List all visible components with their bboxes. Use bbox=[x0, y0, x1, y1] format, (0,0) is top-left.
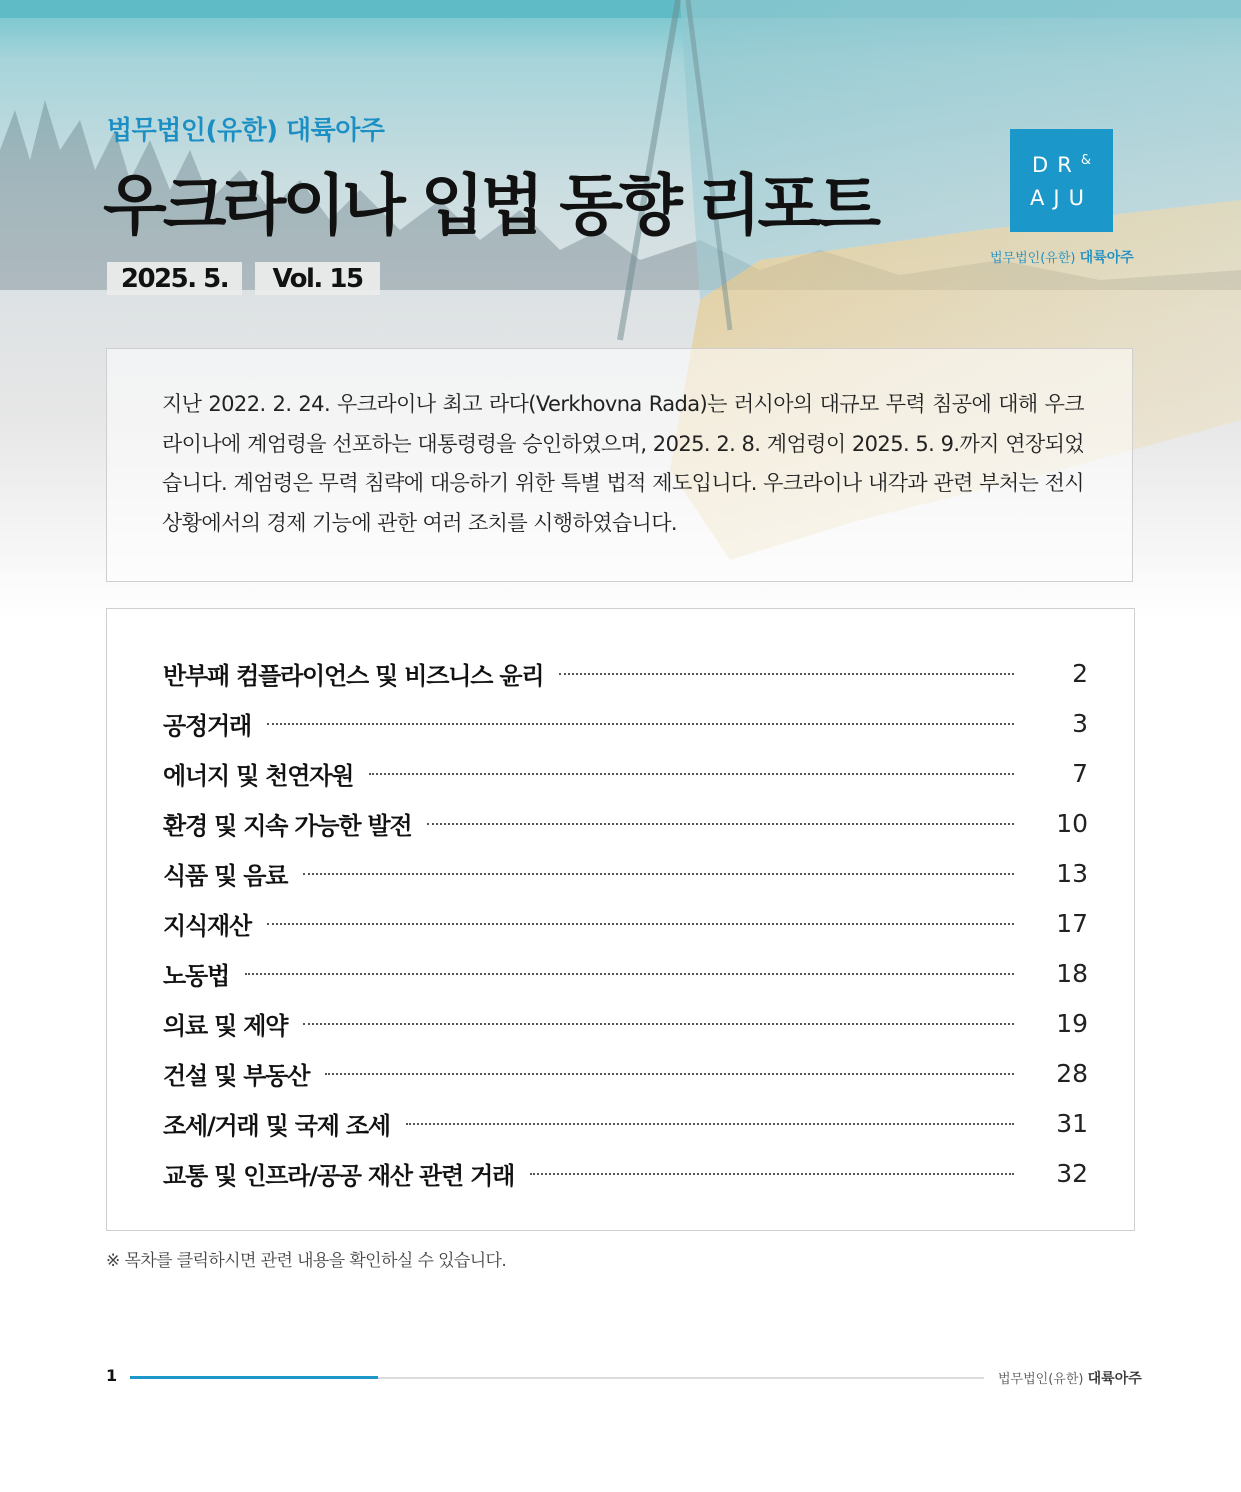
logo-caption-name: 대륙아주 bbox=[1079, 250, 1134, 266]
toc-item-page: 17 bbox=[1056, 908, 1088, 938]
issue-date: 2025. 5. bbox=[107, 262, 242, 295]
toc-item[interactable] bbox=[163, 656, 1088, 690]
toc-item[interactable] bbox=[163, 1106, 1088, 1140]
firm-logo bbox=[1010, 129, 1113, 232]
toc-item-label: 조세/거래 및 국제 조세 bbox=[163, 1111, 390, 1140]
toc-item-page: 2 bbox=[1072, 658, 1088, 688]
toc-item[interactable] bbox=[163, 706, 1088, 740]
toc-item[interactable] bbox=[163, 1156, 1088, 1190]
toc-item-page: 19 bbox=[1056, 1008, 1088, 1038]
toc-leader-dots bbox=[267, 923, 1014, 925]
toc-item-label: 지식재산 bbox=[163, 911, 251, 940]
footer-brand bbox=[998, 1368, 1142, 1388]
toc-item-page: 28 bbox=[1056, 1058, 1088, 1088]
footer-brand-name: 대륙아주 bbox=[1087, 1371, 1142, 1387]
toc-item-page: 3 bbox=[1072, 708, 1088, 738]
toc-leader-dots bbox=[369, 773, 1014, 775]
page-number: 1 bbox=[106, 1366, 118, 1385]
toc-item[interactable] bbox=[163, 1056, 1088, 1090]
toc-item-label: 건설 및 부동산 bbox=[163, 1061, 310, 1090]
toc-click-note: ※ 목차를 클릭하시면 관련 내용을 확인하실 수 있습니다. bbox=[106, 1251, 507, 1271]
intro-text: 지난 2022. 2. 24. 우크라이나 최고 라다(Verkhovna Rada)는 러시아의 대규모 무력 침공에 대해 우크라이나에 계엄령을 선포하는 대통령령을 승인하였으며, 2025. 2. 8. 계엄령이 2025. 5. 9.까지 연장되었습니다. 계엄령은 무력 침략에 대응하기 위한 특별 법적 제도입니다. 우크라이나 내각과 관련 부처는 전시 상황에서의 경제 기능에 관한 여러 조치를 시행하였습니다. bbox=[162, 392, 1084, 535]
toc-item[interactable] bbox=[163, 756, 1088, 790]
toc-item-page: 18 bbox=[1056, 958, 1088, 988]
toc-item-page: 13 bbox=[1056, 858, 1088, 888]
toc-item-label: 공정거래 bbox=[163, 711, 251, 740]
toc-item-label: 에너지 및 천연자원 bbox=[163, 761, 354, 790]
toc-leader-dots bbox=[530, 1173, 1014, 1175]
toc-item-label: 반부패 컴플라이언스 및 비즈니스 윤리 bbox=[163, 661, 544, 690]
toc-item-page: 10 bbox=[1056, 808, 1088, 838]
toc-item-label: 식품 및 음료 bbox=[163, 861, 288, 890]
toc-item[interactable] bbox=[163, 856, 1088, 890]
toc-item-label: 교통 및 인프라/공공 재산 관련 거래 bbox=[163, 1161, 515, 1190]
toc-leader-dots bbox=[303, 873, 1014, 875]
logo-caption bbox=[990, 247, 1134, 267]
toc-item[interactable] bbox=[163, 806, 1088, 840]
toc-item-page: 31 bbox=[1056, 1108, 1088, 1138]
firm-subtitle: 법무법인(유한) 대륙아주 bbox=[107, 116, 385, 146]
footer-rule-accent bbox=[130, 1376, 378, 1379]
logo-text-aju: AJU bbox=[1030, 186, 1093, 210]
toc-leader-dots bbox=[406, 1123, 1014, 1125]
toc-leader-dots bbox=[303, 1023, 1014, 1025]
toc-item-page: 32 bbox=[1056, 1158, 1088, 1188]
toc-leader-dots bbox=[267, 723, 1014, 725]
toc-leader-dots bbox=[325, 1073, 1014, 1075]
toc-leader-dots bbox=[245, 973, 1014, 975]
toc-leader-dots bbox=[559, 673, 1014, 675]
issue-volume: Vol. 15 bbox=[255, 262, 380, 295]
toc-item[interactable] bbox=[163, 906, 1088, 940]
toc-item-label: 노동법 bbox=[163, 961, 229, 990]
toc-item-label: 의료 및 제약 bbox=[163, 1011, 288, 1040]
toc-leader-dots bbox=[427, 823, 1014, 825]
toc-item[interactable] bbox=[163, 1006, 1088, 1040]
report-title: 우크라이나 입법 동향 리포트 bbox=[103, 167, 878, 244]
footer-brand-prefix: 법무법인(유한) bbox=[998, 1372, 1084, 1387]
toc-item-page: 7 bbox=[1072, 758, 1088, 788]
logo-caption-prefix: 법무법인(유한) bbox=[990, 251, 1076, 266]
toc-item-label: 환경 및 지속 가능한 발전 bbox=[163, 811, 412, 840]
intro-box bbox=[106, 348, 1133, 582]
logo-text-dr: DR bbox=[1032, 153, 1081, 177]
logo-ampersand: & bbox=[1080, 153, 1091, 168]
table-of-contents bbox=[106, 608, 1135, 1231]
toc-item[interactable] bbox=[163, 956, 1088, 990]
